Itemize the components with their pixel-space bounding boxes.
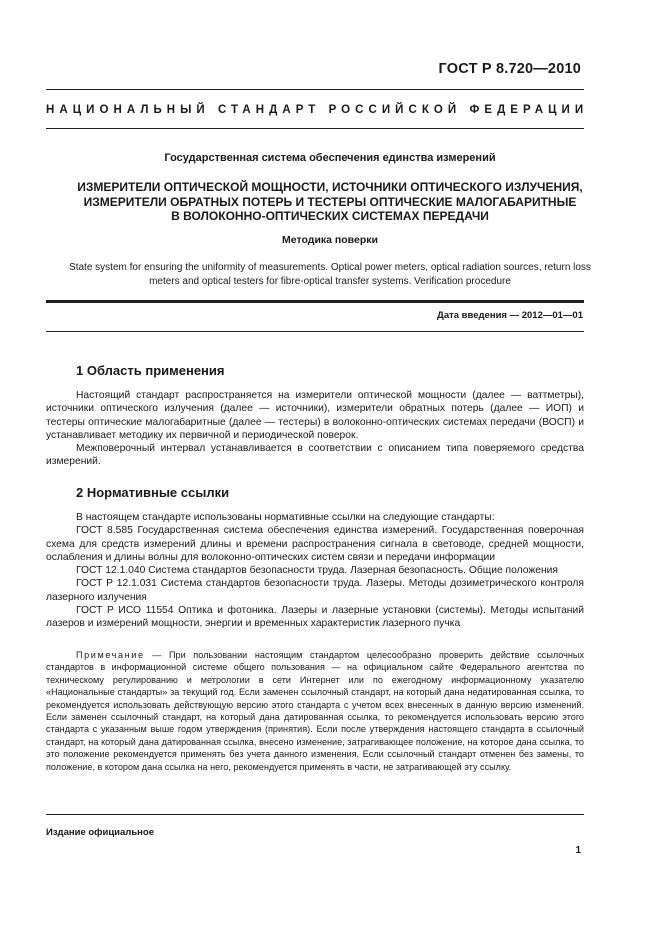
- note-paragraph: [46, 649, 584, 773]
- system-title: Государственная система обеспечения единства измерений: [164, 152, 496, 164]
- english-title-line: State system for ensuring the uniformity of measurements. Optical power meters, optical radiation sources, return loss: [69, 262, 591, 273]
- reference-item: ГОСТ 8.585 Государственная система обеспечения единства измерений. Государственная поверочная схема для средств измерений длины и времени распространения сигнала в световоде, средней мощности, ослабления и длины волны для волоконно-оптических систем связи и передачи информации: [46, 525, 584, 563]
- note-text: — При пользовании настоящим стандартом целесообразно проверить действие ссылочных стандартов в информационной системе общего пользования — на официальном сайте Федерального агентства по техническому регулированию и метрологии в сети Интернет или по ежегодному информационному указателю «Национальные стандарты» за текущий год. Если заменен ссылочный стандарт, на который дана недатированная ссылка, то рекомендуется использовать действующую версию этого стандарта с учетом всех внесенных в данную версию изменений. Если заменен ссылочный стандарт, на который дана датированная ссылка, то рекомендуется использовать версию этого стандарта с указанным выше годом утверждения (принятия). Если после утверждения настоящего стандарта в ссылочный стандарт, на который дана датированная ссылка, внесено изменение, затрагивающее положение, на которое дана ссылка, то это положение рекомендуется применять без учета данного изменения. Если ссылочный стандарт отменен без замены, то положение, в котором дана ссылка на него, рекомендуется применять в части, не затрагивающей эту ссылку.: [46, 650, 584, 772]
- method-title: Методика поверки: [282, 234, 378, 246]
- reference-item: ГОСТ Р ИСО 11554 Оптика и фотоника. Лазеры и лазерные установки (системы). Методы испытаний лазеров и измерений мощности, энергии и временных характеристик лазерного пучка: [46, 605, 584, 630]
- paragraph: В настоящем стандарте использованы нормативные ссылки на следующие стандарты:: [76, 512, 495, 523]
- page-number: 1: [575, 845, 581, 856]
- english-title-line: meters and optical testers for fibre-optical transfer systems. Verification procedure: [149, 275, 511, 287]
- note: [46, 649, 584, 773]
- footer-divider: [46, 814, 584, 815]
- paragraph: Настоящий стандарт распространяется на измерители оптической мощности (далее — ваттметры), источники оптического излучения (далее — источники), измерители обратных потерь (далее — ИОП) и тестеры оптические малогабаритные (далее — тестеры) в волоконно-оптических системах передачи (ВОСП) и устанавливает методику их первичной и периодической поверок.: [46, 390, 584, 441]
- main-title-line: ИЗМЕРИТЕЛИ ОБРАТНЫХ ПОТЕРЬ И ТЕСТЕРЫ ОПТИЧЕСКИЕ МАЛОГАБАРИТНЫЕ: [83, 194, 577, 209]
- main-title-line: ИЗМЕРИТЕЛИ ОПТИЧЕСКОЙ МОЩНОСТИ, ИСТОЧНИКИ ОПТИЧЕСКОГО ИЗЛУЧЕНИЯ,: [77, 180, 583, 194]
- note-label: Примечание: [76, 650, 145, 660]
- section-1-heading: 1 Область применения: [76, 363, 225, 378]
- official-edition-label: Издание официальное: [46, 827, 154, 838]
- reference-item: ГОСТ Р 12.1.031 Система стандартов безопасности труда. Лазеры. Методы дозиметрического контроля лазерного излучения: [46, 578, 584, 603]
- introduction-date: Дата введения — 2012—01—01: [437, 310, 583, 321]
- main-title-line: В ВОЛОКОННО-ОПТИЧЕСКИХ СИСТЕМАХ ПЕРЕДАЧИ: [171, 209, 489, 223]
- standard-main-title: [30, 180, 630, 224]
- reference-item: ГОСТ 12.1.040 Система стандартов безопасности труда. Лазерная безопасность. Общие положения: [76, 565, 558, 577]
- english-title: [30, 261, 630, 288]
- date-divider: [46, 331, 584, 332]
- national-standard-title: НАЦИОНАЛЬНЫЙ СТАНДАРТ РОССИЙСКОЙ ФЕДЕРАЦИИ: [46, 104, 589, 116]
- section-2-body: [46, 511, 584, 631]
- gost-number: ГОСТ Р 8.720—2010: [438, 61, 581, 77]
- title-divider: [46, 300, 584, 303]
- section-2-heading: 2 Нормативные ссылки: [76, 485, 230, 500]
- section-1-body: [46, 389, 584, 469]
- header-divider-bottom: [46, 128, 584, 129]
- header-divider-top: [46, 89, 584, 90]
- paragraph: Межповерочный интервал устанавливается в соответствии с описанием типа поверяемого средства измерений.: [46, 443, 584, 468]
